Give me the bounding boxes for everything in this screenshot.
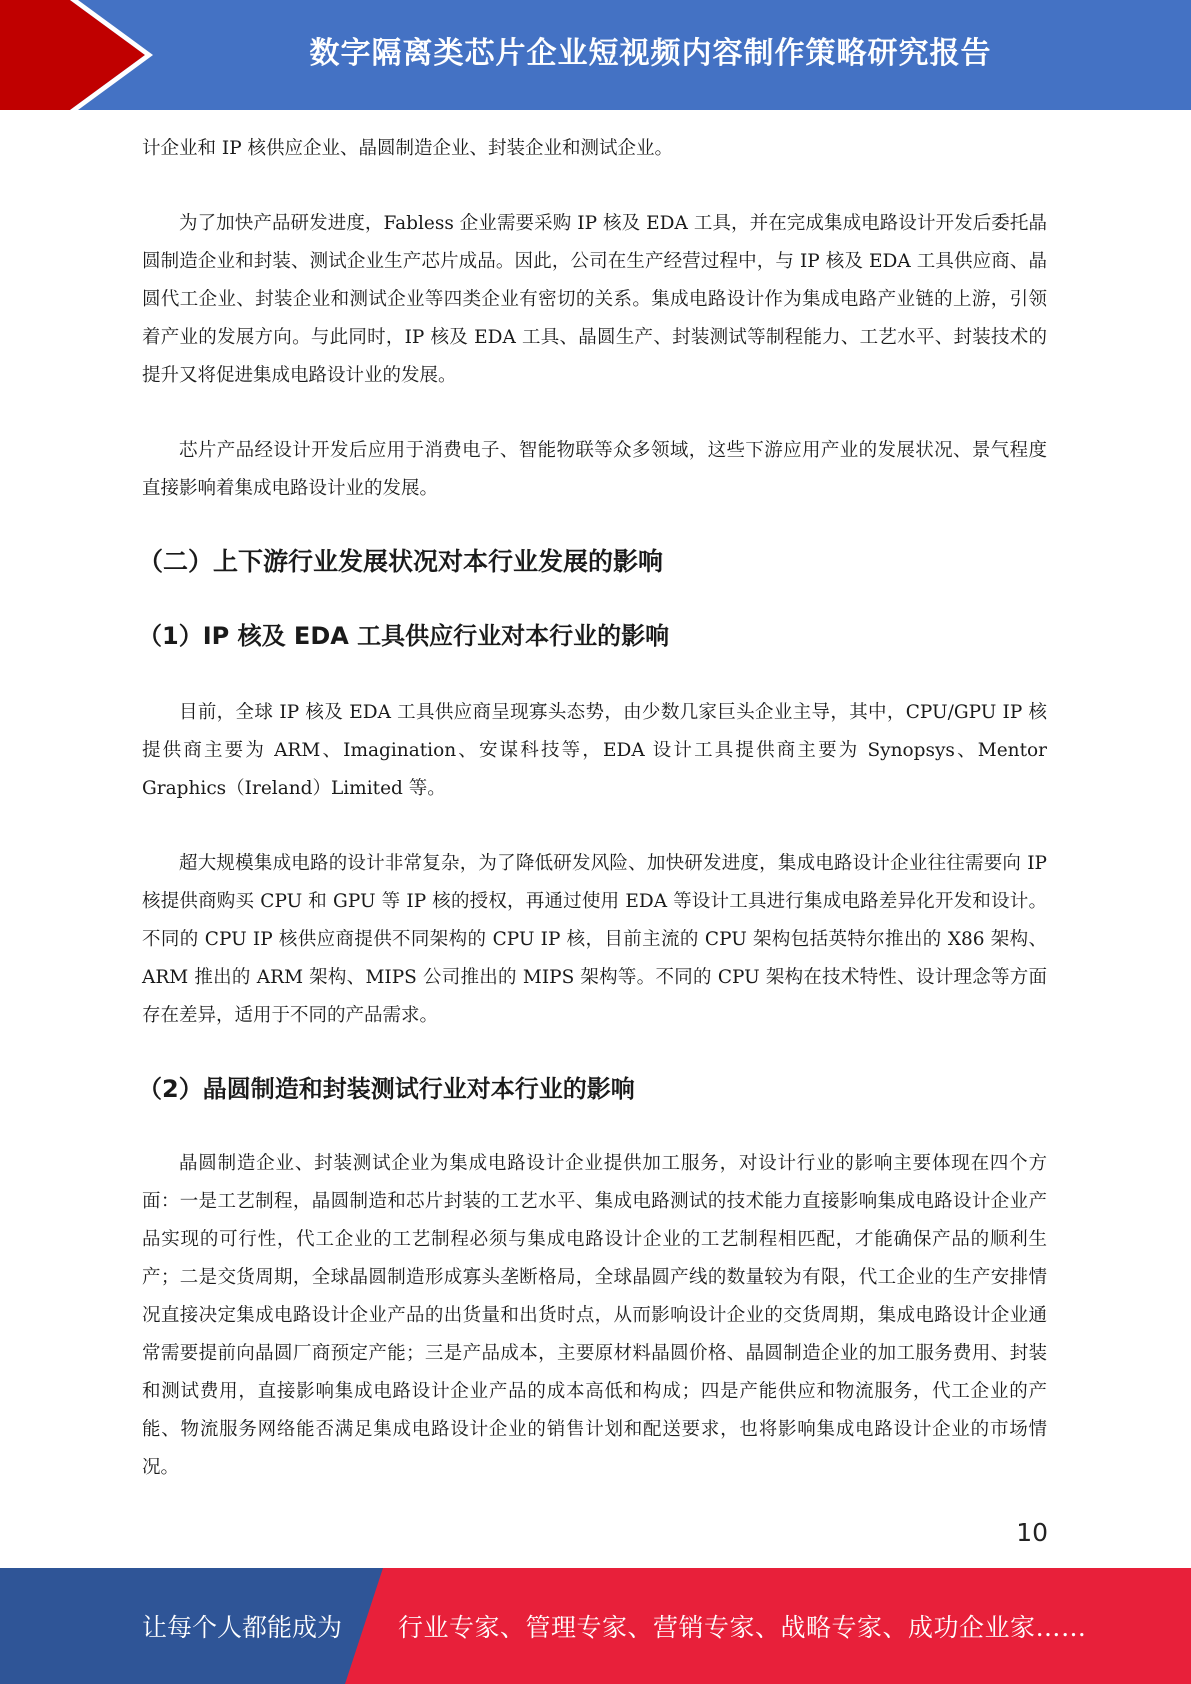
page-number: 10	[1016, 1518, 1048, 1547]
footer-slogan-right: 行业专家、管理专家、营销专家、战略专家、成功企业家……	[398, 1613, 1087, 1642]
paragraph: 计企业和 IP 核供应企业、晶圆制造企业、封装企业和测试企业。	[142, 138, 674, 159]
page-header	[0, 0, 1191, 110]
paragraph: 晶圆制造企业、封装测试企业为集成电路设计企业提供加工服务，对设计行业的影响主要体现在四个方面：一是工艺制程，晶圆制造和芯片封装的工艺水平、集成电路测试的技术能力直接影响集成电路设计企业产品实现的可行性，代工企业的工艺制程必须与集成电路设计企业的工艺制程相匹配，才能确保产品的顺利生产；二是交货周期，全球晶圆制造形成寡头垄断格局，全球晶圆产线的数量较为有限，代工企业的生产安排情况直接决定集成电路设计企业产品的出货量和出货时点，从而影响设计企业的交货周期，集成电路设计企业通常需要提前向晶圆厂商预定产能；三是产品成本，主要原材料晶圆价格、晶圆制造企业的加工服务费用、封装和测试费用，直接影响集成电路设计企业产品的成本高低和构成；四是产能供应和物流服务，代工企业的产能、物流服务网络能否满足集成电路设计企业的销售计划和配送要求，也将影响集成电路设计企业的市场情况。	[142, 1153, 1047, 1478]
footer-slogan-left: 让每个人都能成为	[142, 1613, 343, 1642]
section-heading: （二）上下游行业发展状况对本行业发展的影响	[138, 547, 664, 576]
paragraph: 为了加快产品研发进度，Fabless 企业需要采购 IP 核及 EDA 工具，并在完成集成电路设计开发后委托晶圆制造企业和封装、测试企业生产芯片成品。因此，公司在生产经营过程中，与 IP 核及 EDA 工具供应商、晶圆代工企业、封装企业和测试企业等四类企业有密切的关系。集成电路设计作为集成电路产业链的上游，引领着产业的发展方向。与此同时，IP 核及 EDA 工具、晶圆生产、封装测试等制程能力、工艺水平、封装技术的提升又将促进集成电路设计业的发展。	[142, 213, 1047, 386]
page-footer	[0, 1568, 1191, 1684]
paragraph: 芯片产品经设计开发后应用于消费电子、智能物联等众多领域，这些下游应用产业的发展状况、景气程度直接影响着集成电路设计业的发展。	[142, 440, 1047, 499]
header-title: 数字隔离类芯片企业短视频内容制作策略研究报告	[309, 36, 992, 71]
subsection-heading: （1）IP 核及 EDA 工具供应行业对本行业的影响	[138, 622, 670, 650]
paragraph: 目前，全球 IP 核及 EDA 工具供应商呈现寡头态势，由少数几家巨头企业主导，其中，CPU/GPU IP 核提供商主要为 ARM、Imagination、安谋科技等，EDA 设计工具提供商主要为 Synopsys、Mentor Graphics（Ireland）Limited 等。	[142, 702, 1047, 799]
subsection-heading: （2）晶圆制造和封装测试行业对本行业的影响	[138, 1075, 635, 1103]
paragraph: 超大规模集成电路的设计非常复杂，为了降低研发风险、加快研发进度，集成电路设计企业往往需要向 IP 核提供商购买 CPU 和 GPU 等 IP 核的授权，再通过使用 EDA 等设计工具进行集成电路差异化开发和设计。不同的 CPU IP 核供应商提供不同架构的 CPU IP 核，目前主流的 CPU 架构包括英特尔推出的 X86 架构、ARM 推出的 ARM 架构、MIPS 公司推出的 MIPS 架构等。不同的 CPU 架构在技术特性、设计理念等方面存在差异，适用于不同的产品需求。	[142, 853, 1047, 1026]
document-body	[138, 130, 1047, 1487]
